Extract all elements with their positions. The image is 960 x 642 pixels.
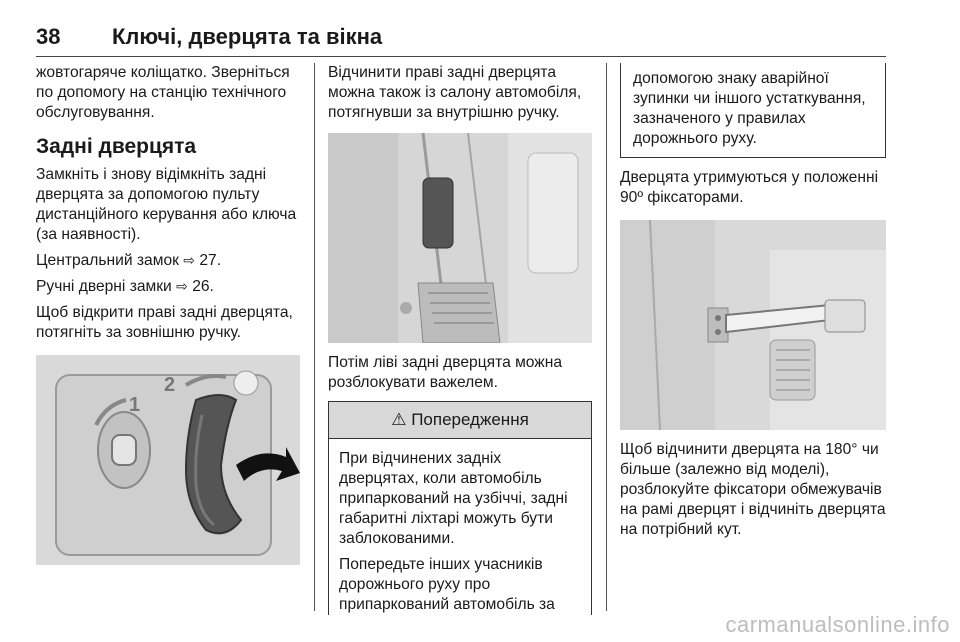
page-title: Ключі, дверцята та вікна	[112, 24, 383, 49]
column-divider	[606, 63, 607, 611]
paragraph: Щоб відчинити дверцята на 180° чи більше (залежно від моделі), розблокуйте фіксатори обмежувачів на рамі дверцят і відчиніть дверцята на потрібний кут.	[620, 441, 886, 538]
warning-paragraph: допомогою знаку аварійної зупинки чи іншого устаткування, зазначеного у правилах дорожнього руху.	[633, 70, 866, 147]
warning-body	[329, 439, 591, 615]
paragraph: Дверцята утримуються у положенні 90º фіксаторами.	[620, 169, 879, 206]
paragraph: Замкніть і знову відімкніть задні дверцята за допомогою пульту дистанційного керування або ключа (за наявності).	[36, 166, 297, 243]
paragraph: Щоб відкрити праві задні дверцята, потягніть за зовнішню ручку.	[36, 304, 293, 341]
reference-central-lock[interactable]	[36, 251, 300, 271]
intro-paragraph: жовтогаряче коліщатко. Зверніться по допомогу на станцію технічного обслуговування.	[36, 64, 290, 121]
column-3	[620, 63, 886, 546]
figure-outside-handle	[36, 355, 300, 565]
reference-manual-locks[interactable]	[36, 277, 300, 297]
reference-page: 26.	[192, 278, 214, 295]
paragraph: Потім ліві задні дверцята можна розблокувати важелем.	[328, 354, 563, 391]
column-2	[328, 63, 592, 615]
figure-inside-handle	[328, 133, 592, 343]
column-1	[36, 63, 300, 575]
figure-label: 1	[129, 394, 141, 416]
warning-paragraph: Попередьте інших учасників дорожнього руху про припаркований автомобіль за	[339, 556, 555, 613]
page-number: 38	[36, 24, 61, 49]
paragraph: Відчинити праві задні дверцята можна також із салону автомобіля, потягнувши за внутрішню ручку.	[328, 64, 582, 121]
warning-paragraph: При відчинених задніх дверцятах, коли автомобіль припаркований на узбіччі, задні габаритні ліхтарі можуть бути заблокованими.	[339, 450, 568, 547]
door-stop-illustration	[620, 220, 886, 430]
warning-header	[329, 402, 591, 439]
figure-door-stop	[620, 220, 886, 430]
reference-text: Ручні дверні замки	[36, 278, 172, 295]
page-header	[36, 22, 886, 57]
arrow-reference-icon: ⇨	[183, 253, 196, 269]
reference-page: 27.	[199, 252, 222, 269]
figure-label: 2	[164, 374, 176, 396]
column-divider	[314, 63, 315, 611]
inside-handle-illustration	[328, 133, 592, 343]
warning-box	[328, 401, 592, 615]
warning-triangle-icon: ⚠	[391, 410, 407, 430]
watermark: carmanualsonline.info	[725, 612, 950, 637]
arrow-reference-icon: ⇨	[176, 279, 188, 295]
warning-box-continued	[620, 63, 886, 158]
warning-title: Попередження	[411, 410, 529, 429]
section-title: Задні дверцята	[36, 135, 197, 158]
reference-text: Центральний замок	[36, 252, 179, 269]
